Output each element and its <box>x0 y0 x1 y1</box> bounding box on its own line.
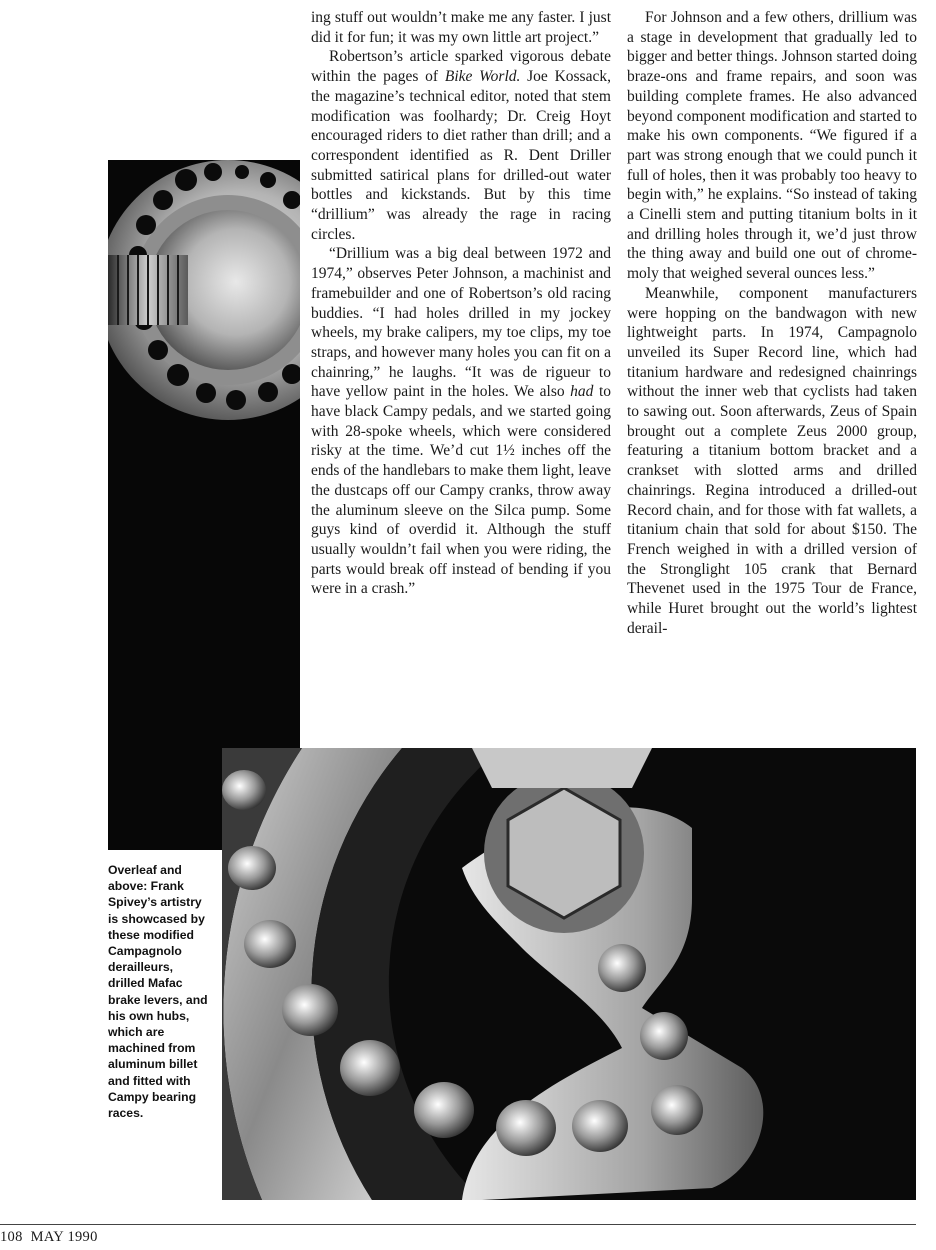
photo-caption: Overleaf and above: Frank Spivey’s artistry is showcased by these modified Campagnolo derailleurs, drilled Mafac brake levers, and his own hubs, which are machined from aluminum billet and fitted with Campy bearing races. <box>108 863 208 1121</box>
hub-photo <box>108 160 300 850</box>
paragraph: ing stuff out wouldn’t make me any faster. I just did it for fun; it was my own little art project.” <box>311 9 611 46</box>
footer-folio <box>0 1229 106 1246</box>
footer-rule <box>0 1224 916 1225</box>
paragraph: For Johnson and a few others, drillium was a stage in development that gradually led to bigger and better things. Johnson started doing braze-ons and frame repairs, and soon was building complete frames. He also advanced beyond component modification and started to make his own components. “We figured if a part was strong enough that we could punch it full of holes, then it was probably too heavy to begin with,” he explains. “So instead of taking a Cinelli stem and putting titanium bolts in it and drilling holes through it, we’d just throw the thing away and build one out of chrome-moly that weighed several ounces less.” <box>627 9 917 283</box>
article-column-middle <box>311 8 611 599</box>
page-number: 108 <box>0 1229 23 1245</box>
crank-photo <box>222 748 916 1200</box>
paragraph: Robertson’s article sparked vigorous debate within the pages of Bike World. Joe Kossack, the magazine’s technical editor, noted that stem modification was foolhardy; Dr. Creig Hoyt encouraged riders to diet rather than drill; and a correspondent identified as R. Dent Driller submitted satirical plans for drilled-out water bottles and kickstands. But by this time “drillium” was already the rage in racing circles. <box>311 48 611 243</box>
paragraph: “Drillium was a big deal between 1972 and 1974,” observes Peter Johnson, a machinist and framebuilder and one of Robertson’s old racing buddies. “I had holes drilled in my jockey wheels, my brake calipers, my toe clips, my toe straps, and however many holes you can fit on a chainring,” he laughs. “It was de rigueur to have yellow paint in the holes. We also had to have black Campy pedals, and we started going with 28-spoke wheels, which were considered risky at the time. We’d cut 1½ inches off the ends of the handlebars to make them light, leave the dustcaps off our Campy cranks, throw away the aluminum sleeve on the Silca pump. Some guys kind of overdid it. Although the stuff usually wouldn’t fail when you were riding, the parts would break off instead of bending if you were in a crash.” <box>311 245 612 598</box>
issue-date: MAY 1990 <box>30 1229 98 1245</box>
paragraph: Meanwhile, component manufacturers were hopping on the bandwagon with new lightweight parts. In 1974, Campagnolo unveiled its Super Record line, which had titanium hardware and redesigned chainrings without the inner web that cyclists had taken to sawing out. Soon afterwards, Zeus of Spain brought out a complete Zeus 2000 group, featuring a titanium bottom bracket and a crankset with slotted arms and drilled chainrings. Regina introduced a drilled-out Record chain, and for those with fat wallets, a titanium chain that sold for about $150. The French weighed in with a drilled version of the Stronglight 105 crank that Bernard Thevenet used in the 1975 Tour de France, while Huret brought out the world’s lightest derail- <box>627 284 917 637</box>
article-column-right <box>627 8 917 639</box>
